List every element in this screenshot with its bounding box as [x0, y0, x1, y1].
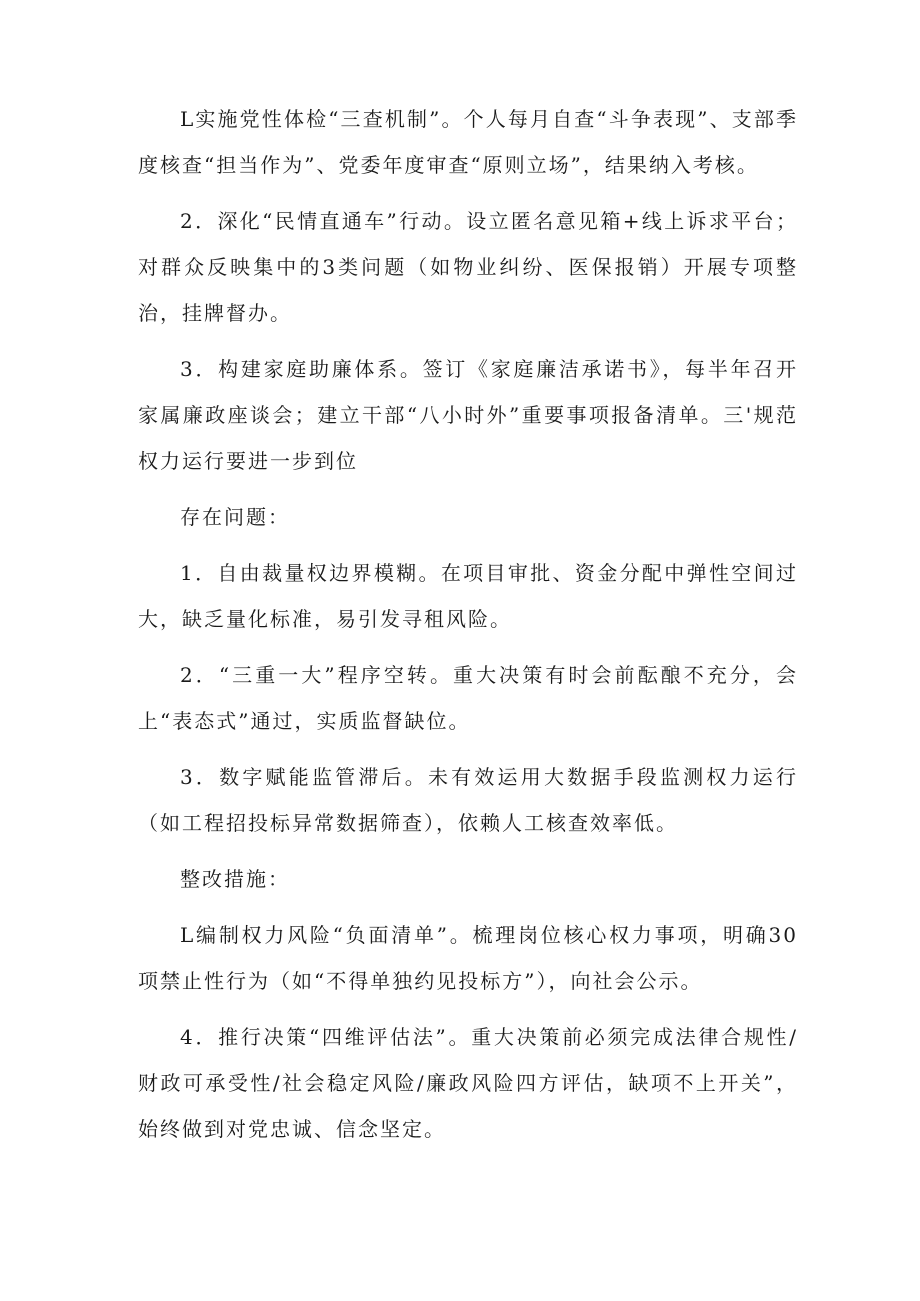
paragraph-measure-negative-list: L编制权力风险“负面清单”。梳理岗位核心权力事项，明确30项禁止性行为（如“不得单独约见投标方”），向社会公示。	[138, 923, 798, 993]
paragraph-problem-procedure: 2．“三重一大”程序空转。重大决策有时会前酝酿不充分，会上“表态式”通过，实质监督缺位。	[138, 663, 798, 733]
paragraph-measure-people-express: 2．深化“民情直通车”行动。设立匿名意见箱+线上诉求平台；对群众反映集中的3类问题（如物业纠纷、医保报销）开展专项整治，挂牌督办。	[138, 209, 798, 325]
paragraph-problem-discretion: 1．自由裁量权边界模糊。在项目审批、资金分配中弹性空间过大，缺乏量化标准，易引发寻租风险。	[138, 561, 798, 631]
paragraph-measure-family-integrity: 3．构建家庭助廉体系。签订《家庭廉洁承诺书》，每半年召开家属廉政座谈会；建立干部“八小时外”重要事项报备清单。三'规范权力运行要进一步到位	[138, 357, 798, 473]
paragraph-measure-party-check: L实施党性体检“三查机制”。个人每月自查“斗争表现”、支部季度核查“担当作为”、党委年度审查“原则立场”，结果纳入考核。	[138, 107, 798, 177]
paragraph-measure-four-dimension: 4．推行决策“四维评估法”。重大决策前必须完成法律合规性/财政可承受性/社会稳定风险/廉政风险四方评估，缺项不上开关”，始终做到对党忠诚、信念坚定。	[138, 1025, 798, 1141]
heading-existing-problems: 存在问题：	[180, 505, 290, 529]
paragraph-problem-digital: 3．数字赋能监管滞后。未有效运用大数据手段监测权力运行（如工程招投标异常数据筛查），依赖人工核查效率低。	[138, 765, 798, 835]
heading-rectification-measures: 整改措施：	[180, 867, 290, 891]
document-body	[138, 96, 798, 1162]
